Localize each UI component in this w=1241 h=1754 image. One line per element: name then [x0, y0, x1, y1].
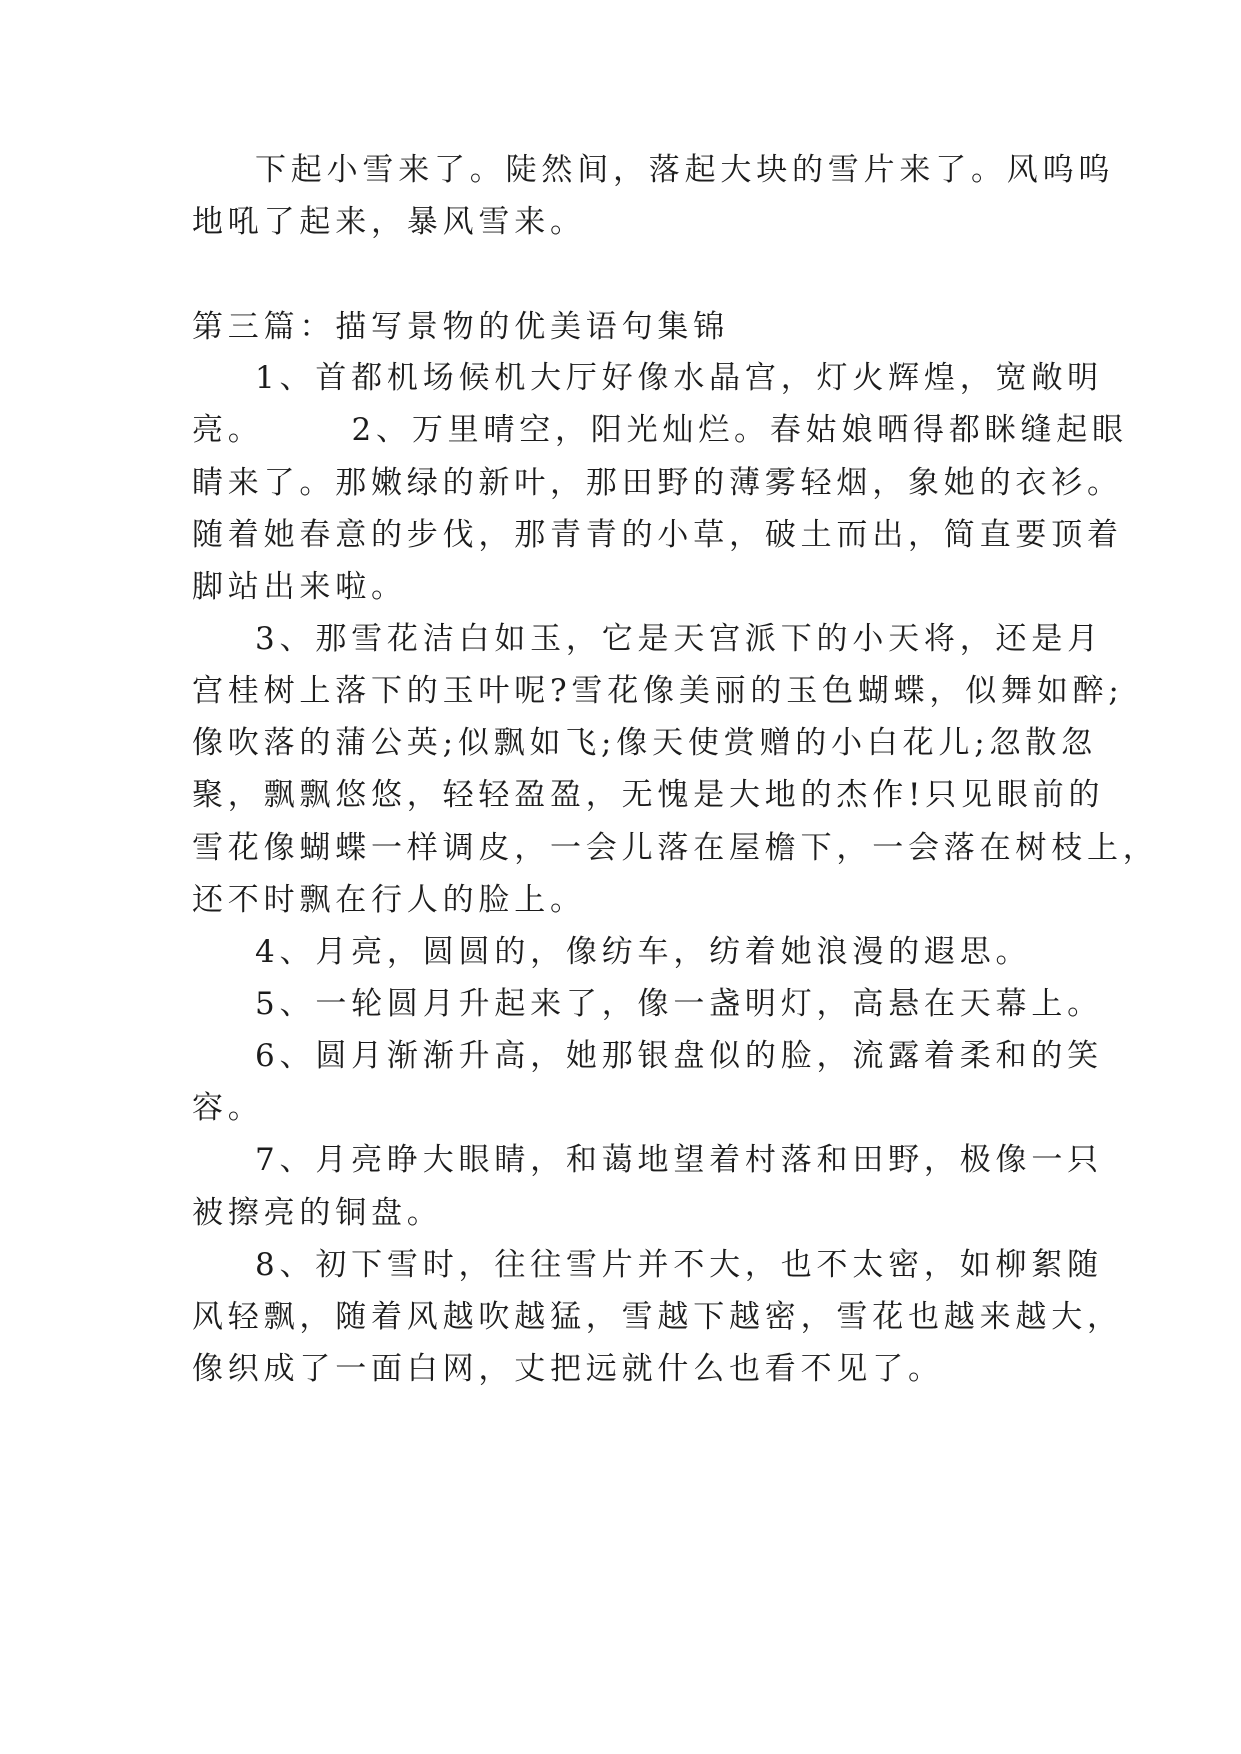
paragraph-line: 像吹落的蒲公英;似飘如飞;像天使赏赠的小白花儿;忽散忽: [192, 725, 1097, 761]
paragraph-line: 脚站出来啦。: [192, 569, 407, 605]
paragraph-line: 还不时飘在行人的脸上。: [192, 882, 586, 918]
paragraph-line: 被擦亮的铜盘。: [192, 1195, 443, 1231]
paragraph-line: 5、一轮圆月升起来了，像一盏明灯，高悬在天幕上。: [255, 986, 1103, 1022]
paragraph-line: 亮。 2、万里晴空，阳光灿烂。春姑娘晒得都眯缝起眼: [192, 412, 1128, 448]
paragraph-line: 下起小雪来了。陡然间，落起大块的雪片来了。风呜呜: [255, 152, 1115, 188]
paragraph-line: 像织成了一面白网，丈把远就什么也看不见了。: [192, 1351, 944, 1387]
paragraph-line: 7、月亮睁大眼睛，和蔼地望着村落和田野，极像一只: [255, 1142, 1103, 1178]
paragraph-line: 聚，飘飘悠悠，轻轻盈盈，无愧是大地的杰作!只见眼前的: [192, 777, 1105, 813]
paragraph-line: 睛来了。那嫩绿的新叶，那田野的薄雾轻烟，象她的衣衫。: [192, 465, 1123, 501]
paragraph-line: 随着她春意的步伐，那青青的小草，破土而出，简直要顶着: [192, 517, 1123, 553]
paragraph-line: 1、首都机场候机大厅好像水晶宫，灯火辉煌，宽敞明: [255, 360, 1103, 396]
paragraph-line: 6、圆月渐渐升高，她那银盘似的脸，流露着柔和的笑: [255, 1038, 1103, 1074]
paragraph-line: 8、初下雪时，往往雪片并不大，也不太密，如柳絮随: [255, 1247, 1103, 1283]
paragraph-line: 3、那雪花洁白如玉，它是天宫派下的小天将，还是月: [255, 621, 1103, 657]
paragraph-line: 4、月亮，圆圆的，像纺车，纺着她浪漫的遐思。: [255, 934, 1032, 970]
paragraph-line: 地吼了起来，暴风雪来。: [192, 204, 586, 240]
paragraph-line: 容。: [192, 1090, 264, 1126]
paragraph-line: 雪花像蝴蝶一样调皮，一会儿落在屋檐下，一会落在树枝上，: [192, 830, 1159, 866]
section-heading: 第三篇：描写景物的优美语句集锦: [192, 309, 729, 345]
paragraph-line: 风轻飘，随着风越吹越猛，雪越下越密，雪花也越来越大，: [192, 1299, 1123, 1335]
paragraph-line: 宫桂树上落下的玉叶呢?雪花像美丽的玉色蝴蝶，似舞如醉;: [192, 673, 1124, 709]
